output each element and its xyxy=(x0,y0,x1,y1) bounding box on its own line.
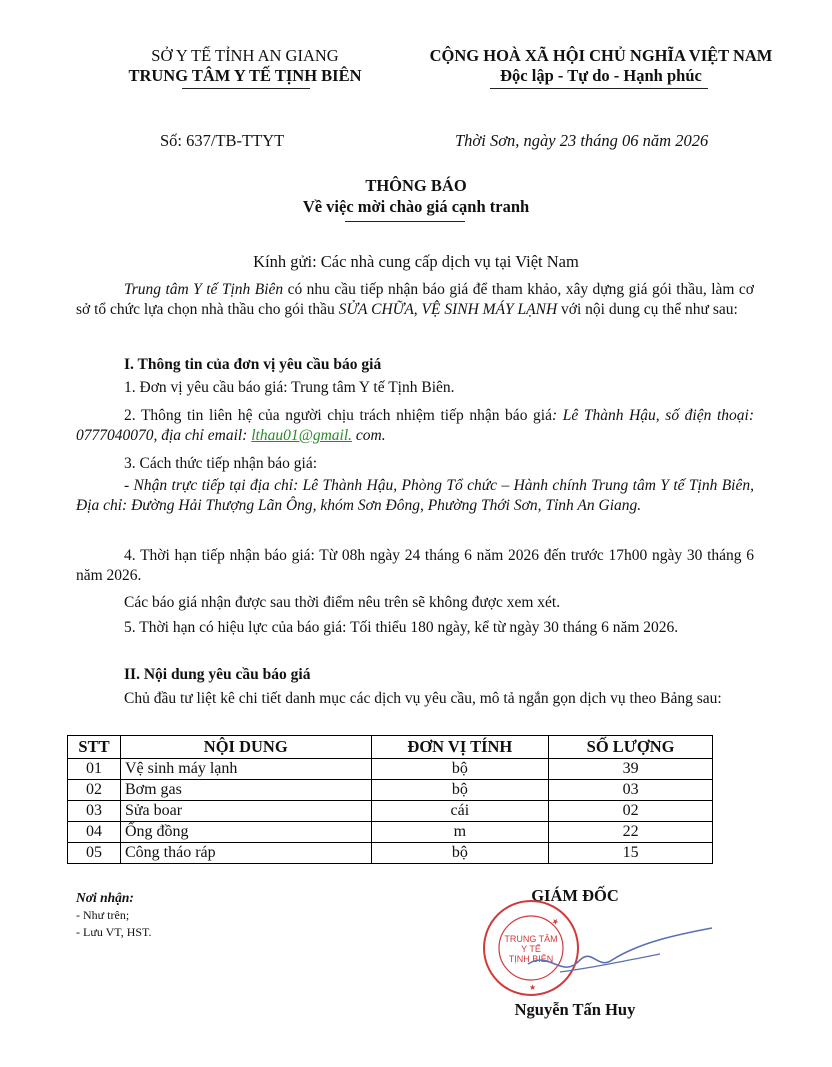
handwritten-signature-icon xyxy=(520,920,720,990)
motto: Độc lập - Tự do - Hạnh phúc xyxy=(500,66,702,85)
cell-unit: cái xyxy=(371,801,549,822)
cell-content: Bơm gas xyxy=(120,780,371,801)
cell-content: Vệ sinh máy lạnh xyxy=(120,759,371,780)
cell-content: Công tháo ráp xyxy=(120,843,371,864)
cell-content: Ống đồng xyxy=(120,822,371,843)
cell-quantity: 02 xyxy=(549,801,713,822)
section1-heading: I. Thông tin của đơn vị yêu cầu báo giá xyxy=(124,356,382,373)
signer-name: Nguyễn Tấn Huy xyxy=(514,1000,636,1019)
cell-quantity: 22 xyxy=(549,822,713,843)
cell-stt: 03 xyxy=(68,801,121,822)
intro-paragraph xyxy=(76,280,754,320)
cell-unit: bộ xyxy=(371,759,549,780)
intro-org: Trung tâm Y tế Tịnh Biên xyxy=(124,281,284,298)
item2-prefix: 2. Thông tin liên hệ của người chịu trách nhiệm tiếp nhận báo giá xyxy=(124,407,552,424)
svg-text:★: ★ xyxy=(529,983,537,992)
cell-stt: 04 xyxy=(68,822,121,843)
stamp-line: Y TẾ xyxy=(521,944,541,954)
cell-unit: bộ xyxy=(371,843,549,864)
intro-text-end: với nội dung cụ thể như sau: xyxy=(557,301,738,318)
recipient-line: - Lưu VT, HST. xyxy=(76,925,152,939)
cell-stt: 01 xyxy=(68,759,121,780)
cell-quantity: 15 xyxy=(549,843,713,864)
cell-content: Sửa boar xyxy=(120,801,371,822)
stamp-line: TRUNG TÂM xyxy=(504,934,558,944)
package-name: SỬA CHỮA, VỆ SINH MÁY LẠNH xyxy=(338,301,558,318)
recipients-title: Nơi nhận: xyxy=(76,890,134,905)
table-row xyxy=(68,759,713,780)
header-quantity: SỐ LƯỢNG xyxy=(549,736,713,759)
cell-quantity: 03 xyxy=(549,780,713,801)
item2-contact: : Lê Thành Hậu, số điện thoại: 0777040070, địa chỉ email: xyxy=(76,407,755,444)
place-date: Thời Sơn, ngày 23 tháng 06 năm 2026 xyxy=(455,131,709,150)
section1-item3-detail: - Nhận trực tiếp tại địa chỉ: Lê Thành Hậu, Phòng Tổ chức – Hành chính Trung tâm Y tế Tịnh Biên, Địa chỉ: Đường Hải Thượng Lãn Ông, khóm Sơn Đông, Phường Thới Sơn, Tỉnh An Giang. xyxy=(76,477,754,514)
item2-email-end: com. xyxy=(352,427,386,444)
department-name: SỞ Y TẾ TỈNH AN GIANG xyxy=(151,46,339,65)
section1-item2 xyxy=(76,406,754,446)
section2-text: Chủ đầu tư liệt kê chi tiết danh mục các dịch vụ yêu cầu, mô tả ngắn gọn dịch vụ theo Bảng sau: xyxy=(124,690,722,707)
svg-text:★: ★ xyxy=(550,915,561,928)
signer-position: GIÁM ĐỐC xyxy=(531,886,619,905)
table-row xyxy=(68,780,713,801)
cell-unit: bộ xyxy=(371,780,549,801)
stamp-line: TỊNH BIÊN xyxy=(508,954,554,964)
section2-heading: II. Nội dung yêu cầu báo giá xyxy=(124,666,311,683)
section1-item3: 3. Cách thức tiếp nhận báo giá: xyxy=(124,455,318,472)
cell-unit: m xyxy=(371,822,549,843)
recipient-line: - Như trên; xyxy=(76,908,130,922)
section1-item5: 5. Thời hạn có hiệu lực của báo giá: Tối thiểu 180 ngày, kể từ ngày 30 tháng 6 năm 2026. xyxy=(124,619,679,636)
motto-underline xyxy=(490,88,708,89)
doc-title: THÔNG BÁO xyxy=(365,176,467,195)
section1-item1: 1. Đơn vị yêu cầu báo giá: Trung tâm Y tế Tịnh Biên. xyxy=(124,379,455,396)
services-table xyxy=(67,735,713,864)
header-stt: STT xyxy=(68,736,121,759)
section1-item4: 4. Thời hạn tiếp nhận báo giá: Từ 08h ngày 24 tháng 6 năm 2026 đến trước 17h00 ngày 30 tháng 6 năm 2026. xyxy=(76,547,754,584)
title-underline xyxy=(345,221,465,222)
organization-name: TRUNG TÂM Y TẾ TỊNH BIÊN xyxy=(128,66,362,85)
document-number: Số: 637/TB-TTYT xyxy=(160,131,285,150)
header-unit: ĐƠN VỊ TÍNH xyxy=(371,736,549,759)
section1-note: Các báo giá nhận được sau thời điểm nêu trên sẽ không được xem xét. xyxy=(124,594,561,611)
recipient: Kính gửi: Các nhà cung cấp dịch vụ tại Việt Nam xyxy=(253,252,579,271)
email-link[interactable]: lthau01@gmail. xyxy=(251,427,353,444)
table-row xyxy=(68,801,713,822)
nation-title: CỘNG HOÀ XÃ HỘI CHỦ NGHĨA VIỆT NAM xyxy=(429,46,773,65)
cell-stt: 02 xyxy=(68,780,121,801)
cell-stt: 05 xyxy=(68,843,121,864)
org-underline xyxy=(182,88,310,89)
header-content: NỘI DUNG xyxy=(120,736,371,759)
table-row xyxy=(68,822,713,843)
table-row xyxy=(68,843,713,864)
cell-quantity: 39 xyxy=(549,759,713,780)
table-header-row xyxy=(68,736,713,759)
doc-subtitle: Về việc mời chào giá cạnh tranh xyxy=(302,197,530,216)
intro-text: có nhu cầu tiếp nhận báo giá để tham khảo, xây dựng giá gói thầu, làm cơ sở tổ chức lựa chọn nhà thầu cho gói thầu xyxy=(76,281,754,318)
